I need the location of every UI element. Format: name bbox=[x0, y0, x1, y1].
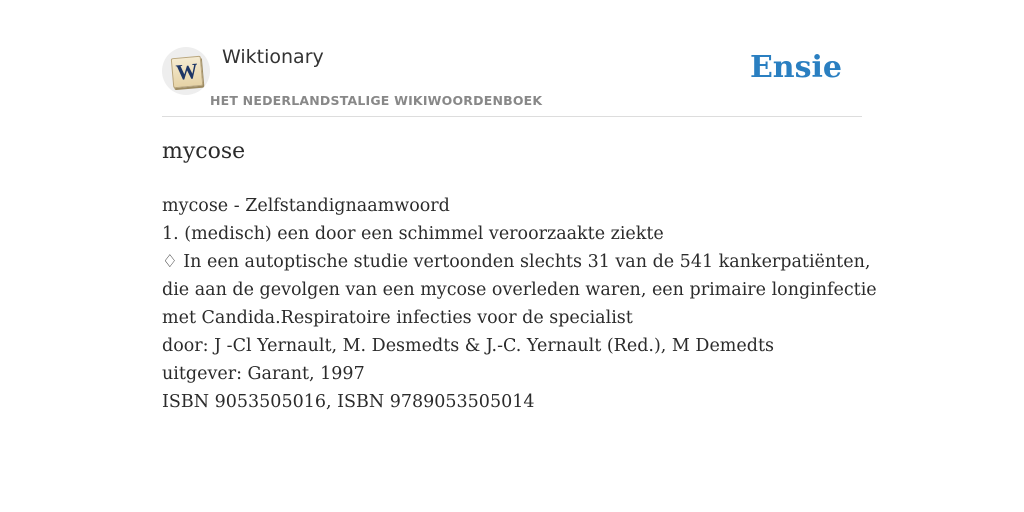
source-isbn: ISBN 9053505016, ISBN 9789053505014 bbox=[162, 392, 535, 412]
ensie-logo-link[interactable]: Ensie bbox=[749, 50, 842, 85]
wiktionary-logo[interactable] bbox=[162, 47, 210, 95]
example-line: die aan de gevolgen van een mycose overleden waren, een primaire longinfectie bbox=[162, 280, 877, 300]
page-title: mycose bbox=[162, 139, 246, 164]
site-name[interactable]: Wiktionary bbox=[222, 46, 324, 68]
wiktionary-w-tile-icon: W bbox=[171, 56, 204, 89]
part-of-speech-line: mycose - Zelfstandignaamwoord bbox=[162, 196, 450, 216]
source-authors: door: J -Cl Yernault, M. Desmedts & J.-C. Yernault (Red.), M Demedts bbox=[162, 336, 774, 356]
example-line: met Candida.Respiratoire infecties voor de specialist bbox=[162, 308, 633, 328]
source-publisher: uitgever: Garant, 1997 bbox=[162, 364, 365, 384]
example-line: ♢ In een autoptische studie vertoonden slechts 31 van de 541 kankerpatiënten, bbox=[162, 252, 871, 272]
site-tagline: HET NEDERLANDSTALIGE WIKIWOORDENBOEK bbox=[210, 93, 543, 108]
definition-body bbox=[162, 192, 877, 416]
site-header bbox=[162, 40, 862, 117]
sense-definition: 1. (medisch) een door een schimmel veroorzaakte ziekte bbox=[162, 224, 664, 244]
